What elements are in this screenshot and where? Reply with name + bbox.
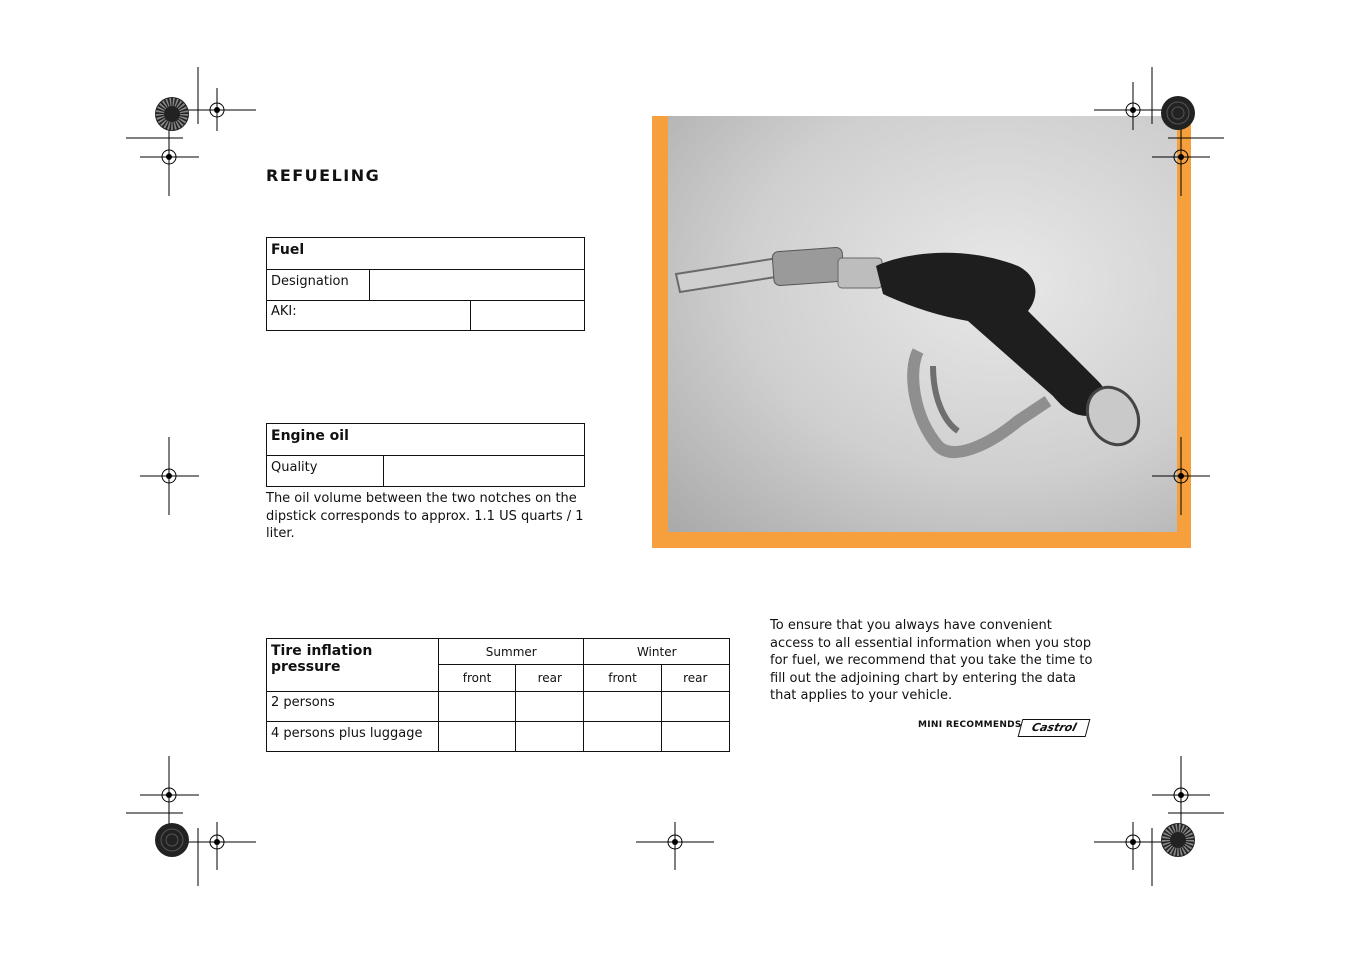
tire-pressure-heading: Tire inflation pressure (267, 639, 439, 692)
aki-label: AKI: (267, 301, 471, 331)
row-4-persons-label: 4 persons plus luggage (267, 722, 439, 752)
fuel-heading: Fuel (267, 238, 585, 270)
summer-front-header: front (439, 665, 516, 692)
winter-rear-header: rear (661, 665, 729, 692)
engine-oil-heading: Engine oil (267, 424, 585, 456)
designation-label: Designation (267, 270, 370, 301)
oil-volume-note: The oil volume between the two notches on the dipstick corresponds to approx. 1.1 US quarts / 1 liter. (266, 491, 584, 541)
winter-header: Winter (584, 639, 730, 665)
fill-out-instructions: To ensure that you always have convenient access to all essential information when you stop for fuel, we recommend that you take the time to fill out the adjoining chart by entering the data that applies to your vehicle. (770, 618, 1093, 703)
winter-front-header: front (584, 665, 661, 692)
row-2-persons-label: 2 persons (267, 692, 439, 722)
page-title: REFUELING (266, 166, 381, 185)
summer-header: Summer (439, 639, 584, 665)
castrol-logo: Castrol (1018, 719, 1091, 737)
summer-rear-header: rear (516, 665, 584, 692)
mini-recommends-label: MINI RECOMMENDS (918, 720, 1022, 730)
quality-label: Quality (267, 456, 384, 487)
